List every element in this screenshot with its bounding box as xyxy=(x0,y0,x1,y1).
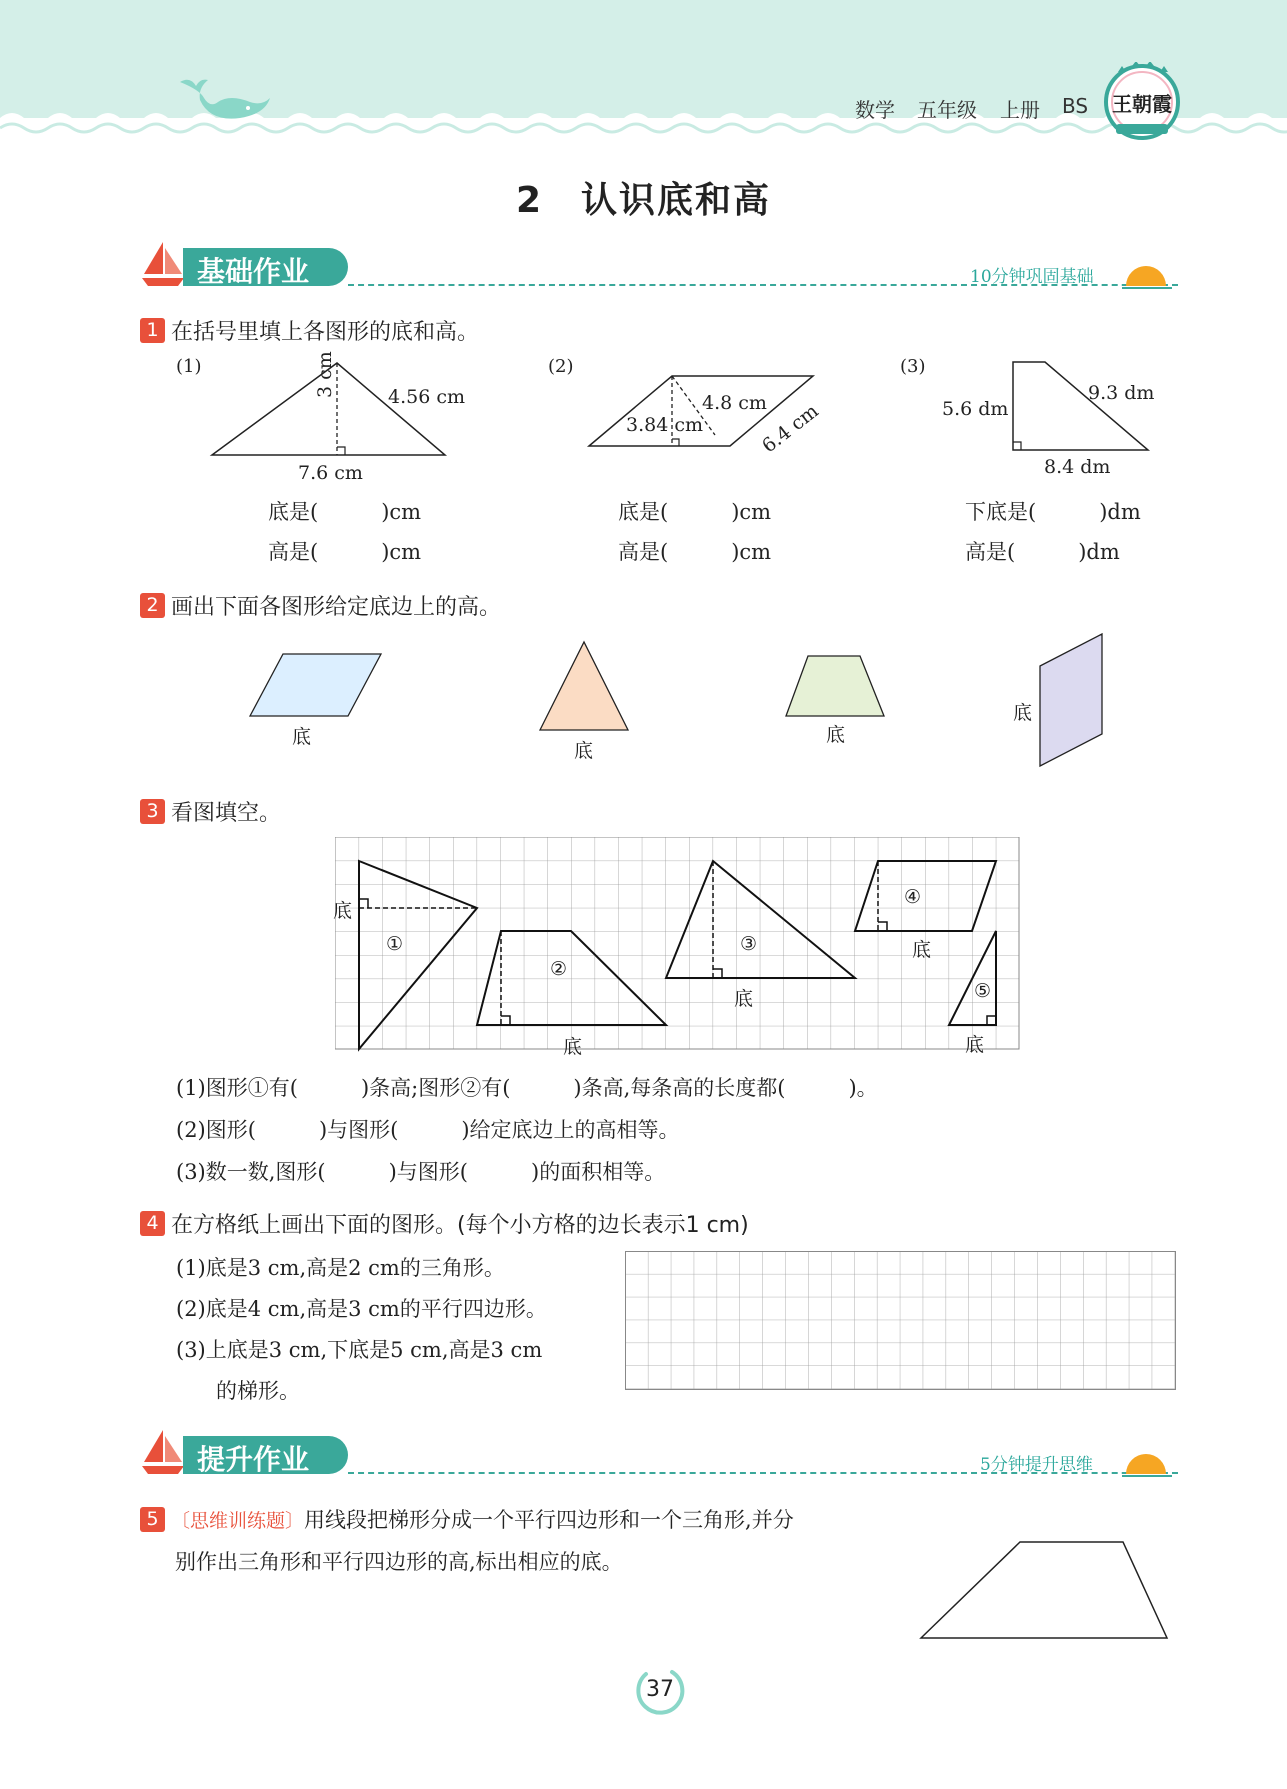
whale-icon xyxy=(170,72,280,132)
section-basic-banner xyxy=(183,248,348,286)
header-volume: 上册 xyxy=(1000,98,1040,122)
q1-heading xyxy=(140,315,479,346)
q1-fig1-height-answer[interactable]: 高是( )cm xyxy=(268,540,422,564)
q1-fig2-side-label: 6.4 cm xyxy=(758,400,823,458)
section-basic-label: 基础作业 xyxy=(197,255,310,288)
q3-shape4-label: ④ xyxy=(904,886,922,908)
q1-fig2-base-answer[interactable]: 底是( )cm xyxy=(618,500,772,524)
q1-fig3-height-answer[interactable]: 高是( )dm xyxy=(965,540,1120,564)
q3-shape2-base: 底 xyxy=(563,1036,583,1058)
q2-triangle-shape[interactable] xyxy=(536,638,632,734)
q3-line1[interactable]: (1)图形①有( )条高;图形②有( )条高,每条高的长度都( )。 xyxy=(176,1076,878,1100)
q3-shape3-label: ③ xyxy=(740,933,758,955)
q3-shape2-label: ② xyxy=(550,958,568,980)
q4-number: 4 xyxy=(140,1211,165,1236)
header-edition: BS xyxy=(1062,94,1089,118)
brand-name: 王朝霞 xyxy=(1112,92,1172,116)
q2-number: 2 xyxy=(140,593,165,618)
q1-fig1-height-label: 3 cm xyxy=(314,351,336,398)
q3-shape1-base: 底 xyxy=(333,900,353,922)
q1-fig2-height1-label: 3.84 cm xyxy=(626,414,704,436)
q3-shape5-label: ⑤ xyxy=(974,980,992,1002)
q4-line2: (2)底是4 cm,高是3 cm的平行四边形。 xyxy=(176,1297,547,1321)
q1-fig1-side-label: 4.56 cm xyxy=(388,386,466,408)
sailboat-icon xyxy=(138,1428,188,1478)
q4-line4: 的梯形。 xyxy=(216,1379,300,1403)
section-advanced-banner xyxy=(183,1436,348,1474)
sunrise-icon xyxy=(1122,1444,1172,1480)
page-number: 37 xyxy=(646,1677,674,1702)
q3-heading xyxy=(140,796,281,827)
brand-logo xyxy=(1102,62,1182,142)
q2-parallelogram-base: 底 xyxy=(292,726,312,748)
section-advanced-label: 提升作业 xyxy=(197,1443,310,1476)
q1-fig3-tag: (3) xyxy=(900,356,926,377)
q3-shape4-base: 底 xyxy=(912,939,932,961)
q5-tag: 〔思维训练题〕 xyxy=(171,1509,305,1532)
q5-trapezoid-figure[interactable] xyxy=(915,1538,1173,1642)
q1-fig3-bottom-label: 8.4 dm xyxy=(1044,456,1111,478)
q3-text: 看图填空。 xyxy=(171,801,282,826)
q2-text: 画出下面各图形给定底边上的高。 xyxy=(171,595,502,620)
sunrise-icon xyxy=(1122,256,1172,292)
q1-fig2-tag: (2) xyxy=(548,356,574,377)
q3-shape1-label: ① xyxy=(386,933,404,955)
q4-line1: (1)底是3 cm,高是2 cm的三角形。 xyxy=(176,1256,505,1280)
q4-drawing-grid[interactable] xyxy=(625,1251,1177,1393)
q3-number: 3 xyxy=(140,799,165,824)
q4-line3: (3)上底是3 cm,下底是5 cm,高是3 cm xyxy=(176,1338,543,1362)
section-advanced-note: 5分钟提升思维 xyxy=(980,1455,1093,1475)
header-subject: 数学 xyxy=(855,98,895,122)
section-basic-note: 10分钟巩固基础 xyxy=(970,267,1094,287)
q4-text: 在方格纸上画出下面的图形。(每个小方格的边长表示1 cm) xyxy=(171,1213,749,1238)
q3-shape3-base: 底 xyxy=(734,988,754,1010)
q1-fig3-left-label: 5.6 dm xyxy=(942,398,1009,420)
header-grade: 五年级 xyxy=(917,98,977,122)
q1-number: 1 xyxy=(140,318,165,343)
q2-trapezoid-base: 底 xyxy=(826,724,846,746)
q2-heading xyxy=(140,590,501,621)
q1-fig2-height2-label: 4.8 cm xyxy=(702,392,767,414)
q2-slanted-parallelogram-shape[interactable] xyxy=(1036,630,1106,770)
q1-fig2-height-answer[interactable]: 高是( )cm xyxy=(618,540,772,564)
q5-number: 5 xyxy=(140,1507,165,1532)
q1-fig1-tag: (1) xyxy=(176,356,202,377)
q3-line3[interactable]: (3)数一数,图形( )与图形( )的面积相等。 xyxy=(176,1160,666,1184)
q1-trapezoid-figure xyxy=(1005,358,1165,458)
q3-line2[interactable]: (2)图形( )与图形( )给定底边上的高相等。 xyxy=(176,1118,680,1142)
q2-parallelogram-shape[interactable] xyxy=(245,650,385,720)
q3-shape5-base: 底 xyxy=(965,1034,985,1056)
lesson-title: 2 认识底和高 xyxy=(515,180,772,221)
q1-fig1-base-answer[interactable]: 底是( )cm xyxy=(268,500,422,524)
q4-heading xyxy=(140,1208,749,1239)
q1-text: 在括号里填上各图形的底和高。 xyxy=(171,320,480,345)
q1-fig3-slant-label: 9.3 dm xyxy=(1088,382,1155,404)
q5-text2: 别作出三角形和平行四边形的高,标出相应的底。 xyxy=(175,1550,623,1574)
q2-trapezoid-shape[interactable] xyxy=(782,652,888,720)
q2-triangle-base: 底 xyxy=(574,740,594,762)
q5-text1: 用线段把梯形分成一个平行四边形和一个三角形,并分 xyxy=(304,1508,794,1532)
q5-heading xyxy=(140,1504,794,1534)
sailboat-icon xyxy=(138,240,188,290)
q1-fig3-base-answer[interactable]: 下底是( )dm xyxy=(965,500,1141,524)
q1-fig1-base-label: 7.6 cm xyxy=(298,462,363,484)
q2-slanted-base: 底 xyxy=(1013,702,1033,724)
